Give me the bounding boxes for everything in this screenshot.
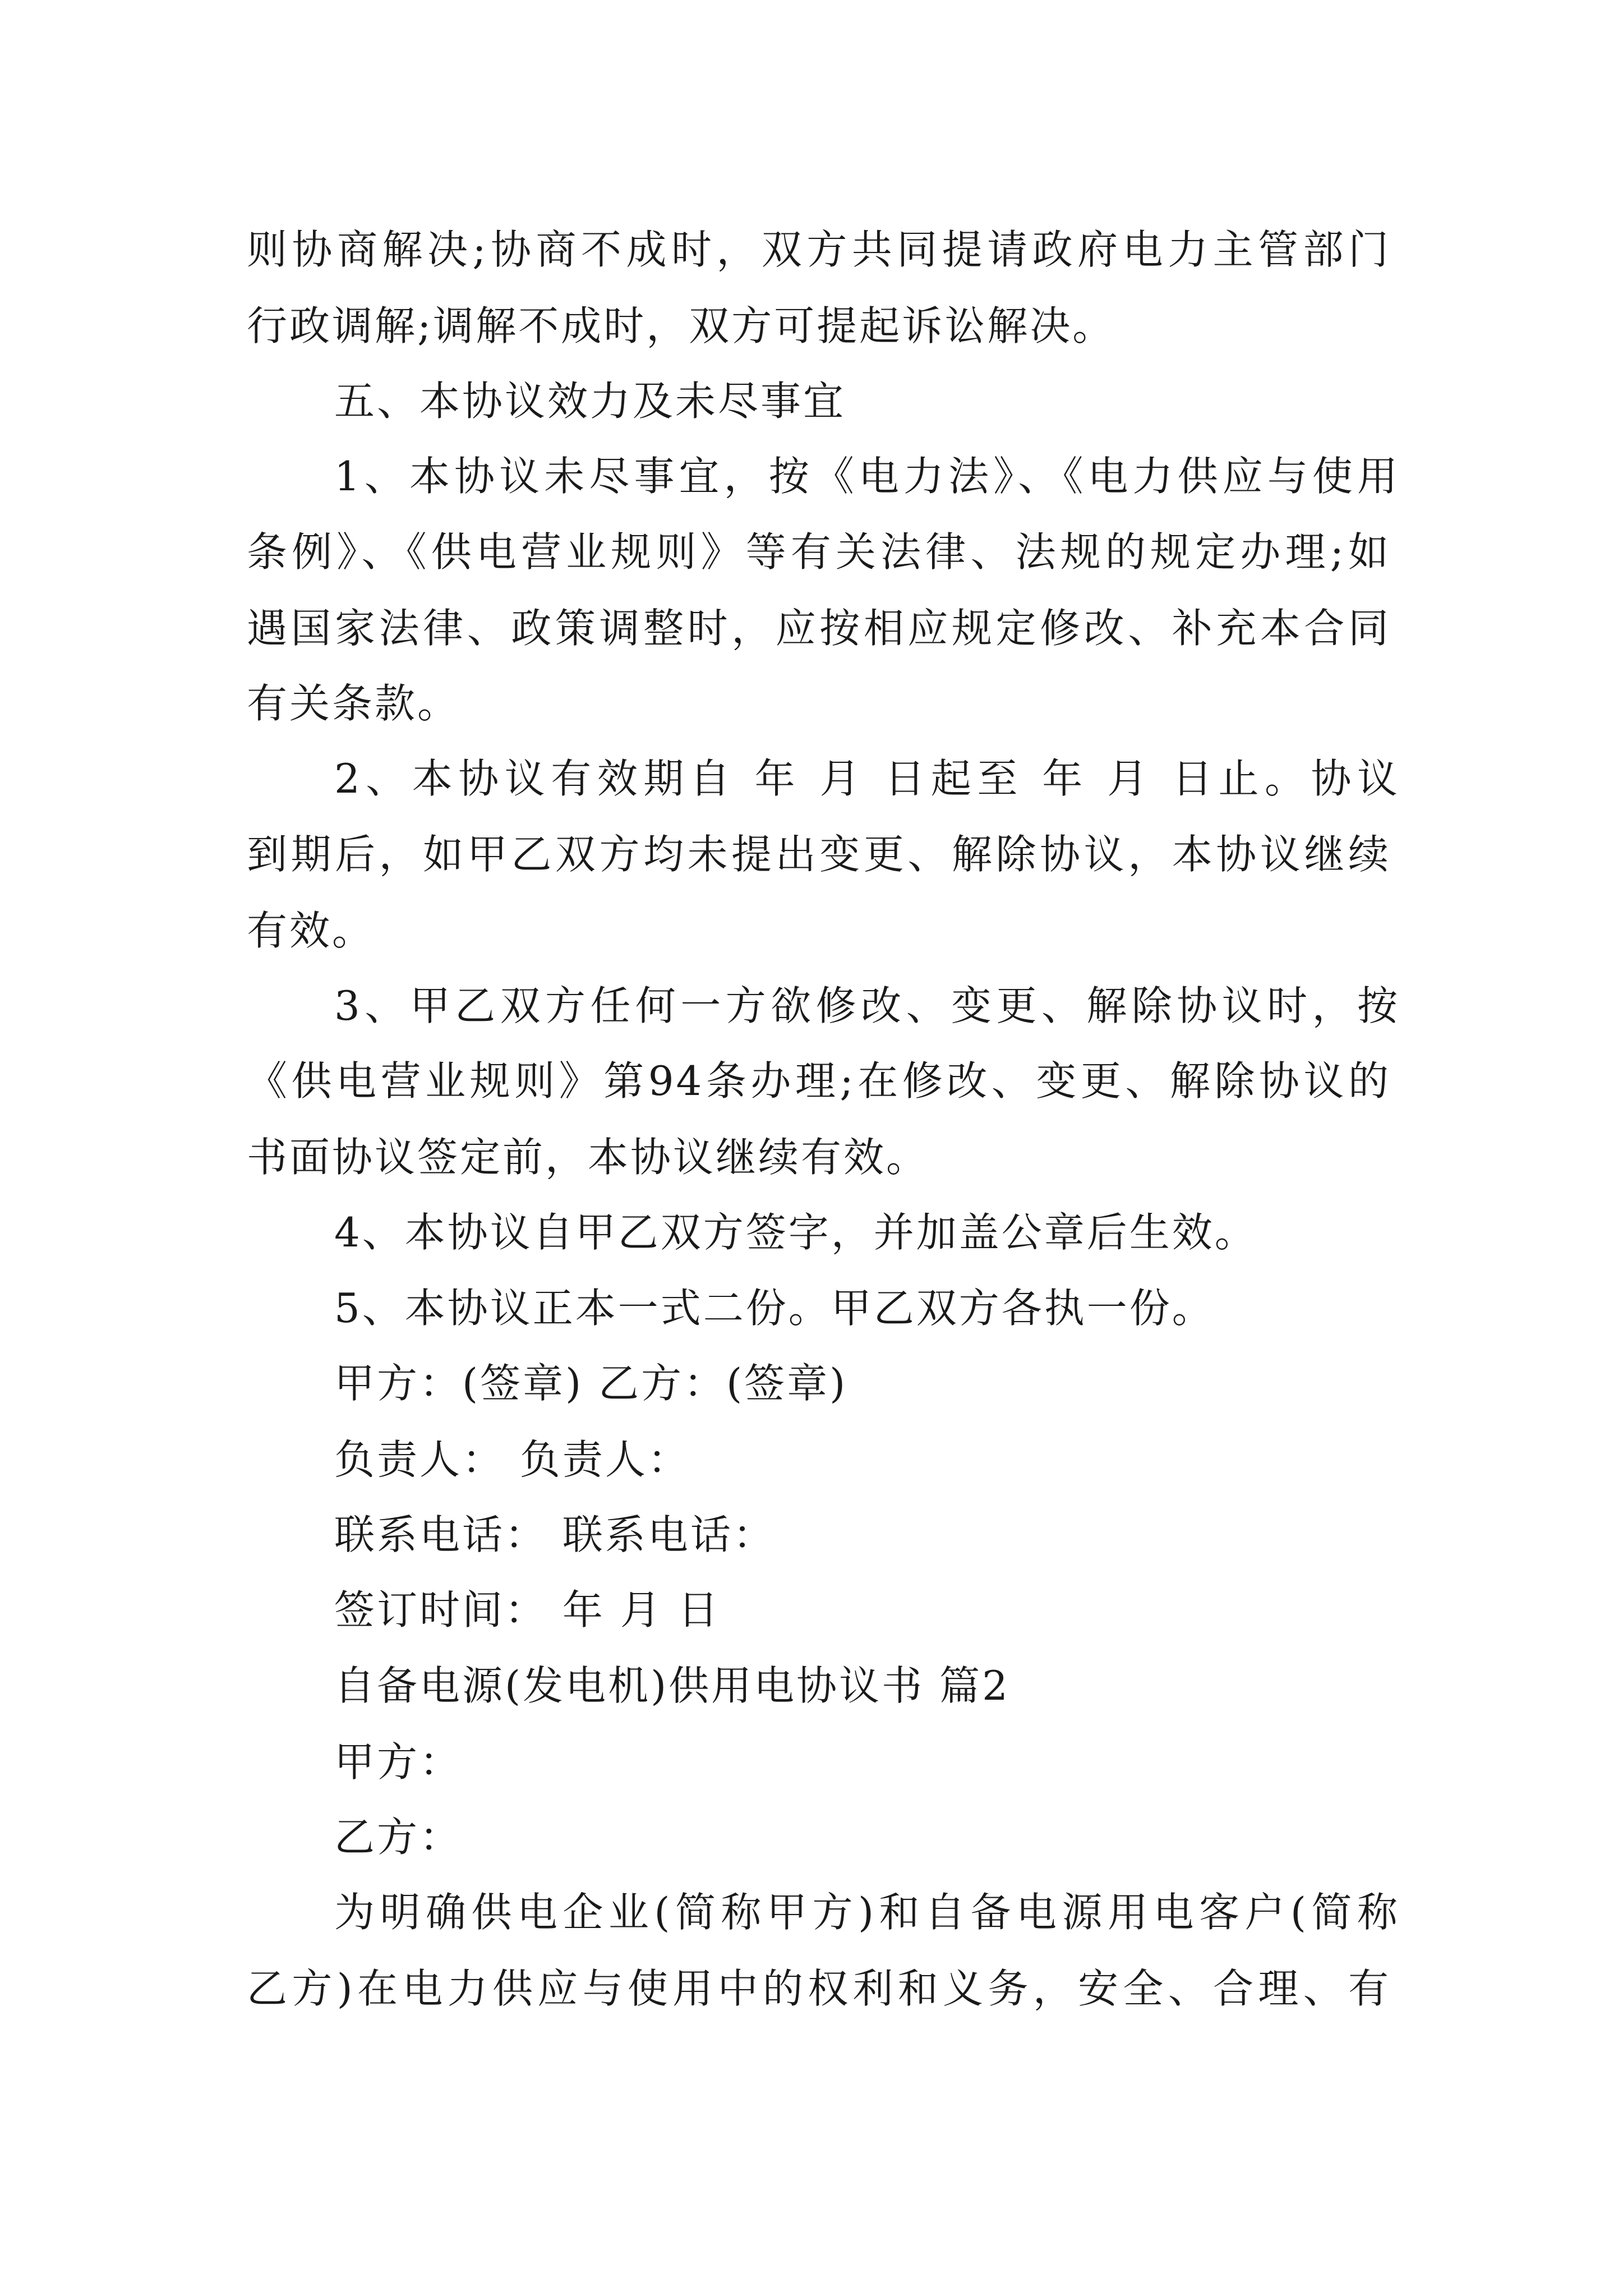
party-line: 乙方： (334, 1814, 463, 1861)
paragraph-line: 3、甲乙双方任何一方欲修改、变更、解除协议时，按 (334, 982, 1400, 1029)
section-heading: 五、本协议效力及未尽事宜 (334, 378, 846, 425)
signature-line: 签订时间： 年 月 日 (334, 1586, 721, 1634)
paragraph-line: 4、本协议自甲乙双方签字，并加盖公章后生效。 (334, 1209, 1257, 1256)
paragraph-line: 有关条款。 (247, 680, 460, 727)
paragraph-line: 《供电营业规则》第94条办理;在修改、变更、解除协议的 (247, 1057, 1391, 1105)
paragraph-line: 遇国家法律、政策调整时，应按相应规定修改、补充本合同 (247, 605, 1391, 652)
paragraph-line: 2、本协议有效期自 年 月 日起至 年 月 日止。协议 (334, 755, 1400, 802)
signature-line: 甲方：(签章) 乙方：(签章) (334, 1360, 848, 1407)
section-heading: 自备电源(发电机)供用电协议书 篇2 (334, 1662, 1010, 1709)
signature-line: 联系电话： 联系电话： (334, 1511, 776, 1558)
paragraph-line: 5、本协议正本一式二份。甲乙双方各执一份。 (334, 1285, 1215, 1332)
paragraph-line: 到期后，如甲乙双方均未提出变更、解除协议，本协议继续 (247, 831, 1391, 878)
signature-line: 负责人： 负责人： (334, 1436, 690, 1483)
paragraph-line: 书面协议签定前，本协议继续有效。 (247, 1134, 929, 1181)
paragraph-line: 行政调解;调解不成时，双方可提起诉讼解决。 (247, 302, 1115, 349)
paragraph-line: 乙方)在电力供应与使用中的权利和义务，安全、合理、有 (247, 1965, 1391, 2012)
paragraph-line: 有效。 (247, 907, 375, 954)
paragraph-line: 则协商解决;协商不成时，双方共同提请政府电力主管部门 (247, 226, 1391, 273)
paragraph-line: 1、本协议未尽事宜，按《电力法》、《电力供应与使用 (334, 453, 1400, 500)
party-line: 甲方： (334, 1738, 463, 1786)
paragraph-line: 为明确供电企业(简称甲方)和自备电源用电客户(简称 (334, 1889, 1400, 1936)
paragraph-line: 条例》、《供电营业规则》等有关法律、法规的规定办理;如 (247, 528, 1391, 576)
